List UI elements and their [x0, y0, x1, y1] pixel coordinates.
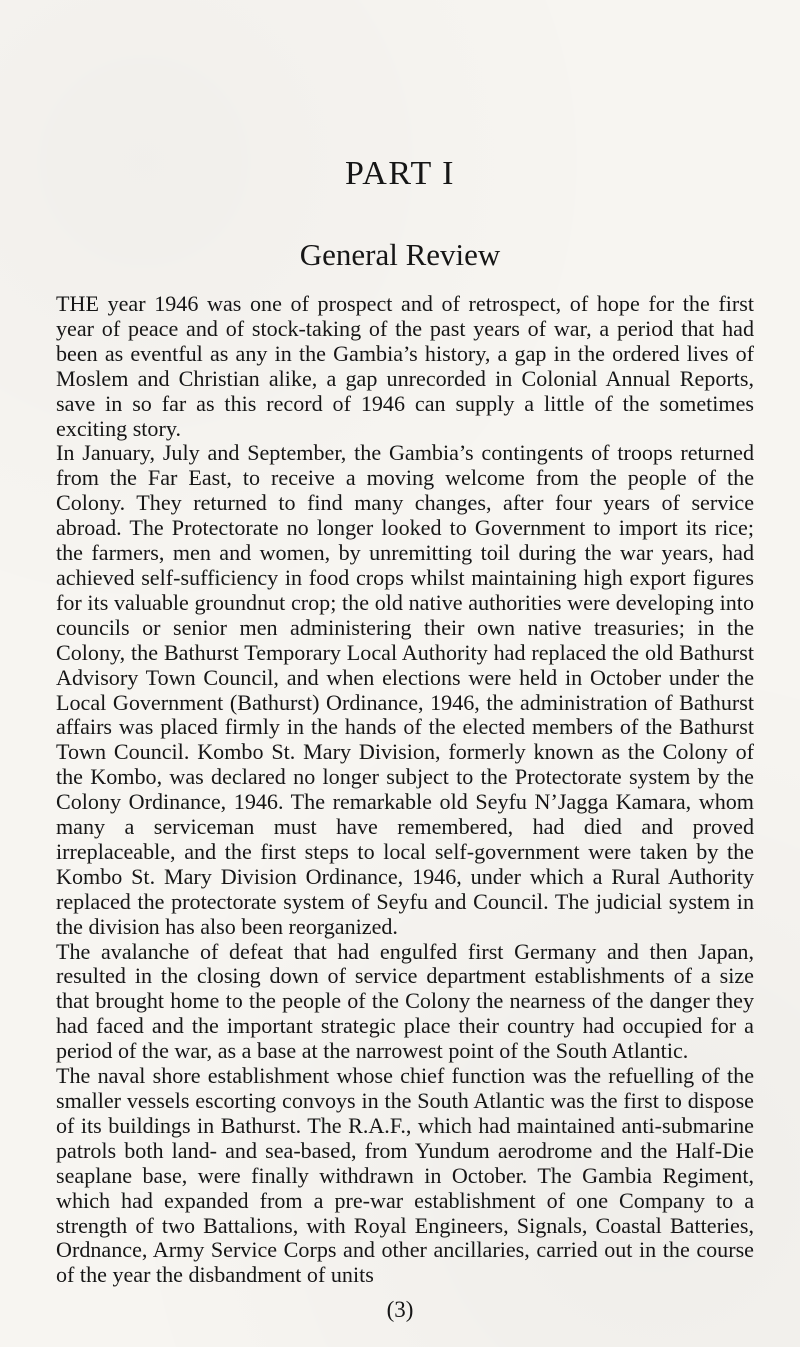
- body-text: [56, 292, 754, 1288]
- paragraph-3: The avalanche of defeat that had engulfed first Germany and then Japan, resulted in the closing down of service department establishments of a size that brought home to the people of the Colony the nearness of the danger they had faced and the important strategic place their country had occupied for a period of the war, as a base at the narrowest point of the South Atlantic.: [56, 938, 754, 1064]
- paragraph-2: In January, July and September, the Gambia’s contingents of troops returned from the Far East, to receive a moving welcome from the people of the Colony. They returned to find many changes, after four years of service abroad. The Protectorate no longer looked to Government to import its rice; the farmers, men and women, by unremitting toil during the war years, had achieved self-sufficiency in food crops whilst maintaining high export figures for its valuable groundnut crop; the old native authorities were developing into councils or senior men administering their own native treasuries; in the Colony, the Bathurst Temporary Local Authority had replaced the old Bathurst Advisory Town Council, and when elections were held in October under the Local Government (Bathurst) Ordinance, 1946, the administration of Bathurst affairs was placed firmly in the hands of the elected members of the Bathurst Town Council. Kombo St. Mary Division, formerly known as the Colony of the Kombo, was declared no longer subject to the Protectorate system by the Colony Ordinance, 1946. The remarkable old Seyfu N’Jagga Kamara, whom many a serviceman must have remembered, had died and proved irreplaceable, and the first steps to local self-government were taken by the Kombo St. Mary Division Ordinance, 1946, under which a Rural Authority replaced the protectorate system of Seyfu and Council. The judicial system in the division has also been reorganized.: [56, 440, 754, 939]
- section-title: General Review: [299, 237, 501, 272]
- page-number: (3): [386, 1297, 414, 1322]
- paragraph-1: THE year 1946 was one of prospect and of retrospect, of hope for the first year of peace and of stock-taking of the past years of war, a period that had been as eventful as any in the Gambia’s history, a gap in the ordered lives of Moslem and Christian alike, a gap unrecorded in Colonial Annual Reports, save in so far as this record of 1946 can supply a little of the sometimes exciting story.: [56, 291, 754, 441]
- part-title: PART I: [345, 155, 455, 192]
- paragraph-4: The naval shore establishment whose chief function was the refuelling of the smaller vessels escorting convoys in the South Atlantic was the first to dispose of its buildings in Bathurst. The R.A.F., which had maintained anti-submarine patrols both land- and sea-based, from Yundum aerodrome and the Half-Die seaplane base, were finally withdrawn in October. The Gambia Regiment, which had expanded from a pre-war establishment of one Company to a strength of two Battalions, with Royal Engineers, Signals, Coastal Batteries, Ordnance, Army Service Corps and other ancillaries, carried out in the course of the year the disbandment of units: [56, 1063, 754, 1288]
